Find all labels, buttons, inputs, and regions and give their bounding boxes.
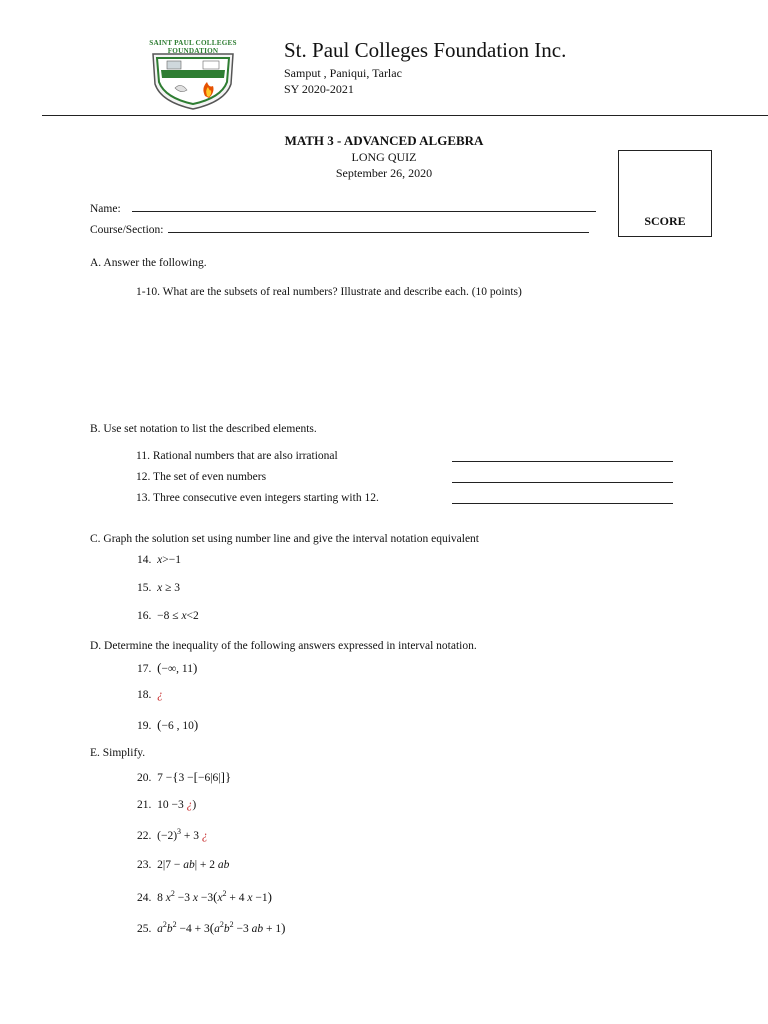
question-22: 22. $(-2)^3 + 3$ ¿ <box>137 827 208 842</box>
course-label: Course/Section: <box>90 224 164 236</box>
question-12: 12. The set of even numbers <box>136 471 267 483</box>
quiz-date: September 26, 2020 <box>335 166 433 180</box>
question-11: 11. Rational numbers that are also irrational <box>136 450 338 462</box>
question-13: 13. Three consecutive even integers starting with 12. <box>136 492 379 504</box>
question-15: 15. x ≥ 3 <box>137 582 181 594</box>
school-name: St. Paul Colleges Foundation Inc. <box>284 38 567 62</box>
question-24: 24. 8 $x^2 -3$ $x -3(x^2 + 4$ x −1) <box>137 889 272 904</box>
question-23: 23. 2|7 − ab| + 2 ab <box>137 859 230 871</box>
question-16: 16. −8 ≤ x<2 <box>137 610 199 622</box>
question-25: 25. $a^2b^2 -4 + 3(a^2b^2 -3$ ab + 1) <box>137 920 286 935</box>
question-18: 18. ¿ <box>137 689 163 701</box>
name-blank[interactable] <box>132 202 596 212</box>
question-1-10: 1-10. What are the subsets of real numbers? Illustrate and describe each. (10 points) <box>136 286 522 298</box>
name-label: Name: <box>90 203 121 215</box>
question-17: 17. (−∞, 11) <box>137 660 198 675</box>
section-d-heading: D. Determine the inequality of the following answers expressed in interval notation. <box>90 640 477 652</box>
section-e-heading: E. Simplify. <box>90 747 146 759</box>
course-field[interactable] <box>90 223 589 236</box>
quiz-subtitle: LONG QUIZ <box>351 150 417 164</box>
section-a-heading: A. Answer the following. <box>90 257 207 269</box>
question-19: 19. (−6 , 10) <box>137 717 199 732</box>
answer-blank-12[interactable] <box>452 473 673 483</box>
section-c-heading: C. Graph the solution set using number line and give the interval notation equivalent <box>90 533 480 545</box>
course-blank[interactable] <box>168 223 589 233</box>
question-20: 20. 7 −{3 −[−6|6|]} <box>137 769 232 784</box>
logo-text: SAINT PAUL COLLEGES FOUNDATION <box>149 39 237 55</box>
school-year: SY 2020-2021 <box>284 82 354 96</box>
header-divider <box>42 115 768 116</box>
score-label: SCORE <box>644 214 686 228</box>
name-field[interactable] <box>90 202 596 215</box>
answer-blank-11[interactable] <box>452 452 673 462</box>
question-21: 21. 10 −3 ¿) <box>137 799 197 811</box>
school-address: Samput , Paniqui, Tarlac <box>284 66 402 80</box>
section-b-heading: B. Use set notation to list the described elements. <box>90 423 317 435</box>
question-14: 14. x>−1 <box>137 554 181 566</box>
quiz-title: MATH 3 - ADVANCED ALGEBRA <box>284 133 484 148</box>
answer-blank-13[interactable] <box>452 494 673 504</box>
